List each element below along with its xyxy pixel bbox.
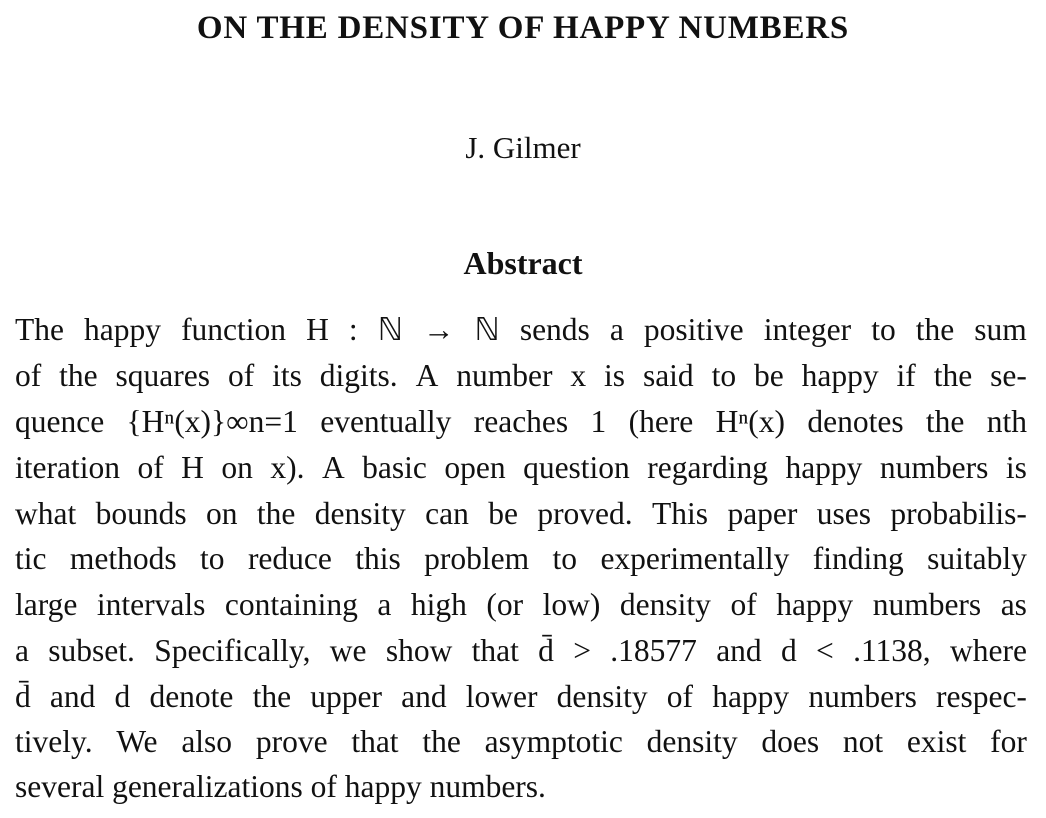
word: reduce (247, 541, 332, 576)
abstract-line-4 (15, 448, 1027, 488)
word: nth (986, 404, 1027, 439)
word: where (949, 633, 1027, 668)
word: exist (906, 724, 967, 759)
word: tic (15, 541, 47, 576)
word: and (716, 633, 762, 668)
word: A (321, 450, 345, 485)
word: happy (801, 358, 879, 393)
word: density (619, 587, 711, 622)
word: H (181, 450, 204, 485)
word: density (556, 679, 648, 714)
word: the (252, 679, 292, 714)
abstract-line-1 (15, 310, 1027, 350)
word: sends (519, 312, 590, 347)
word: the (59, 358, 98, 393)
word: integer (763, 312, 852, 347)
abstract-line-6 (15, 539, 1027, 579)
word: 1 (590, 404, 607, 439)
word: open (444, 450, 506, 485)
word: we (329, 633, 367, 668)
word: happy (712, 679, 790, 714)
word: problem (424, 541, 530, 576)
word: of (15, 358, 42, 393)
word: that (471, 633, 519, 668)
abstract-line-11: several generalizations of happy numbers. (15, 769, 546, 804)
word: ℕ (474, 312, 500, 347)
abstract-line-7 (15, 585, 1027, 625)
word: said (642, 358, 694, 393)
word: .1138, (853, 633, 931, 668)
word: The (15, 312, 64, 347)
word: {Hⁿ(x)}∞n=1 (126, 404, 298, 439)
word: as (1000, 587, 1027, 622)
word: < (816, 633, 834, 668)
abstract-line-10 (15, 722, 1027, 762)
word: be (488, 496, 518, 531)
word: reaches (473, 404, 569, 439)
word: positive (643, 312, 744, 347)
word: is (604, 358, 626, 393)
word: be (754, 358, 784, 393)
word: regarding (647, 450, 768, 485)
word: function (181, 312, 287, 347)
abstract-line-3 (15, 402, 1027, 442)
word: : (348, 312, 358, 347)
word: intervals (96, 587, 206, 622)
word: of (666, 679, 694, 714)
word: upper (310, 679, 382, 714)
word: density (646, 724, 738, 759)
word: high (410, 587, 467, 622)
word: number (456, 358, 553, 393)
word: to (871, 312, 896, 347)
abstract-line-2 (15, 356, 1027, 396)
word: happy (776, 587, 854, 622)
word: (here (628, 404, 694, 439)
word: of (137, 450, 164, 485)
word: prove (255, 724, 328, 759)
word: a (377, 587, 392, 622)
word: eventually (320, 404, 452, 439)
word: denotes (807, 404, 904, 439)
word: and (401, 679, 447, 714)
word: d̄ (538, 633, 554, 668)
word: a (15, 633, 29, 668)
abstract-heading: Abstract (463, 245, 583, 281)
word: (or (486, 587, 524, 622)
word: is (1005, 450, 1027, 485)
word: Hⁿ(x) (715, 404, 786, 439)
word: methods (69, 541, 177, 576)
abstract-line-9 (15, 677, 1027, 717)
word: H (306, 312, 329, 347)
word: the (915, 312, 955, 347)
word: this (355, 541, 401, 576)
word: Specifically, (154, 633, 311, 668)
word: what (15, 496, 77, 531)
word: uses (816, 496, 872, 531)
word: numbers (808, 679, 917, 714)
word: We (116, 724, 158, 759)
word: denote (149, 679, 234, 714)
word: and (49, 679, 96, 714)
word: x (570, 358, 587, 393)
word: paper (727, 496, 798, 531)
word: finding (812, 541, 904, 576)
abstract-line-5 (15, 494, 1027, 534)
word: lower (465, 679, 538, 714)
word: x). (270, 450, 305, 485)
word: probabilis- (890, 496, 1027, 531)
word: show (385, 633, 453, 668)
word: A (415, 358, 439, 393)
word: squares (115, 358, 211, 393)
word: on (206, 496, 238, 531)
word: sum (974, 312, 1027, 347)
word: > (573, 633, 591, 668)
word: for (990, 724, 1027, 759)
word: the (256, 496, 296, 531)
word: density (314, 496, 406, 531)
word: se- (990, 358, 1027, 393)
author-name: J. Gilmer (465, 130, 581, 165)
word: ℕ (377, 312, 403, 347)
word: if (896, 358, 916, 393)
word: digits. (319, 358, 398, 393)
word: not (842, 724, 884, 759)
word: to (200, 541, 225, 576)
abstract-line-8 (15, 631, 1027, 671)
word: its (272, 358, 302, 393)
word: suitably (927, 541, 1027, 576)
word: quence (15, 404, 105, 439)
word: d̄ (15, 679, 31, 714)
word: a (609, 312, 624, 347)
word: on (221, 450, 253, 485)
word: experimentally (600, 541, 790, 576)
word: containing (224, 587, 358, 622)
word: basic (362, 450, 427, 485)
word: large (15, 587, 78, 622)
word: also (181, 724, 233, 759)
word: → (422, 312, 455, 347)
word: asymptotic (484, 724, 623, 759)
word: the (422, 724, 461, 759)
word: respec- (935, 679, 1027, 714)
word: to (711, 358, 737, 393)
word: the (933, 358, 973, 393)
paper-title: ON THE DENSITY OF HAPPY NUMBERS (196, 10, 850, 46)
word: can (425, 496, 469, 531)
word: tively. (15, 724, 93, 759)
word: happy (785, 450, 863, 485)
word: numbers (879, 450, 989, 485)
word: d (780, 633, 797, 668)
word: subset. (48, 633, 135, 668)
word: proved. (537, 496, 633, 531)
word: happy (84, 312, 162, 347)
word: to (552, 541, 578, 576)
word: d (114, 679, 131, 714)
word: low) (542, 587, 601, 622)
word: question (523, 450, 630, 485)
word: of (227, 358, 255, 393)
word: the (925, 404, 965, 439)
word: .18577 (610, 633, 697, 668)
word: numbers (872, 587, 982, 622)
word: iteration (15, 450, 120, 485)
word: that (351, 724, 399, 759)
word: does (761, 724, 820, 759)
word: bounds (95, 496, 187, 531)
word: of (730, 587, 757, 622)
word: This (652, 496, 709, 531)
